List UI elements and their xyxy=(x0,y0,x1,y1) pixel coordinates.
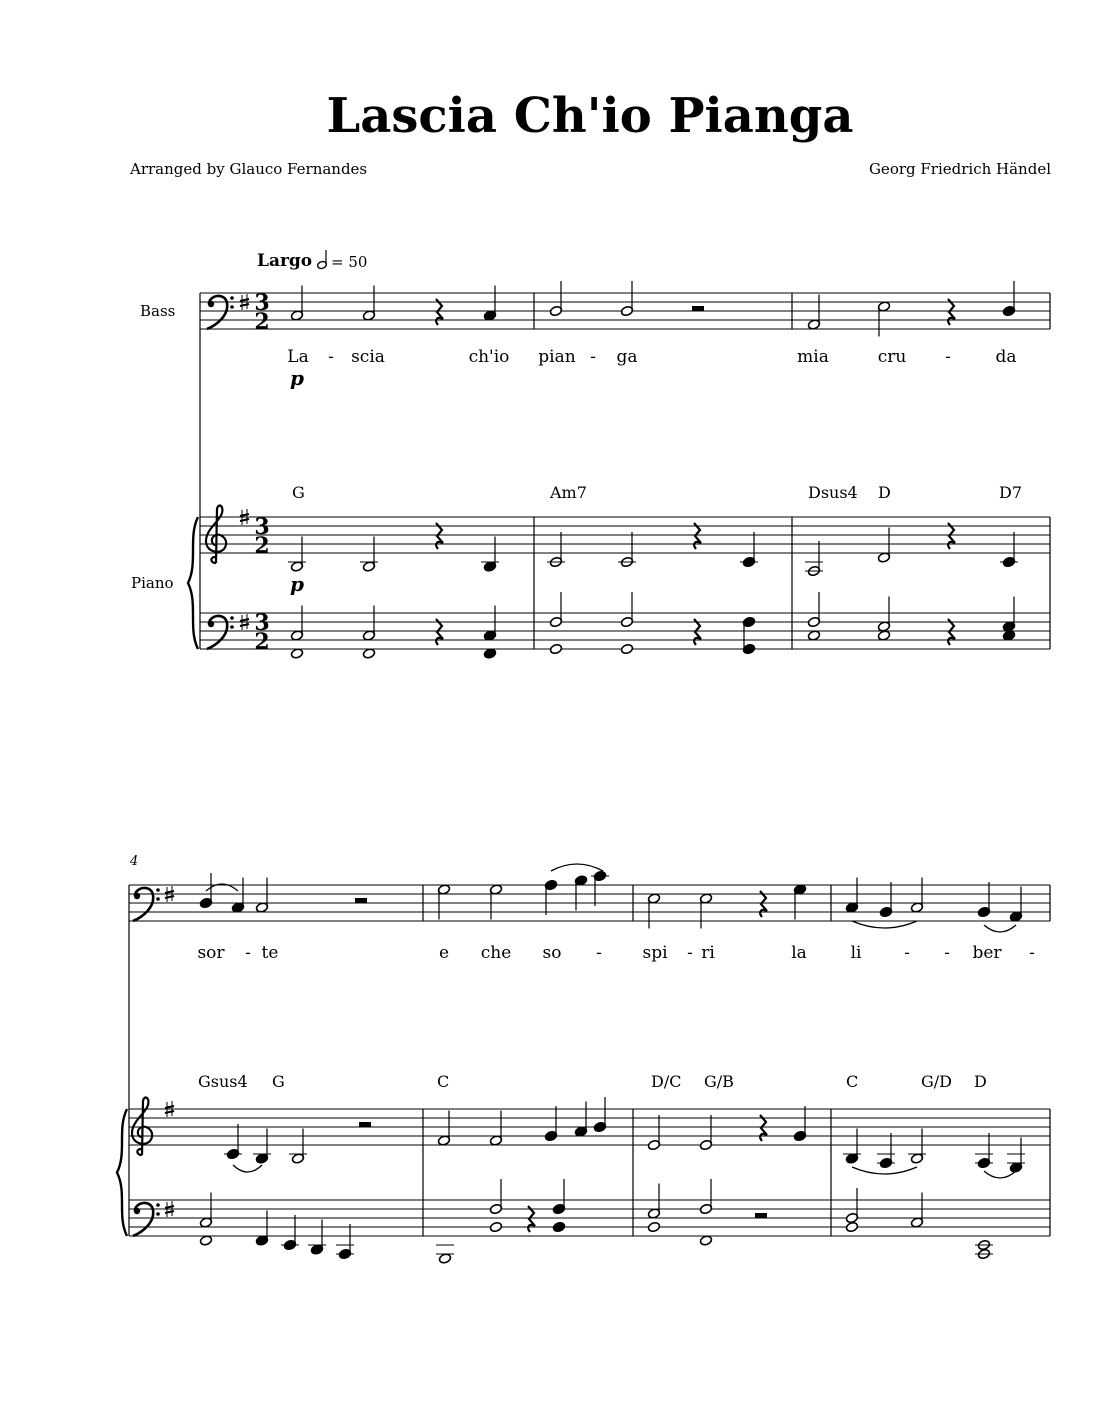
chord-symbol: Dsus4 xyxy=(808,483,858,502)
quarter-note xyxy=(574,1102,587,1138)
chord-symbol: Gsus4 xyxy=(198,1072,248,1091)
lyric-syllable: La xyxy=(287,347,309,367)
lyric-syllable: mia xyxy=(797,347,829,367)
lyric-syllable: sor xyxy=(197,943,225,963)
quarter-rest xyxy=(436,299,443,325)
half-note xyxy=(699,1179,712,1215)
lyric-syllable: scia xyxy=(351,347,385,367)
half-note xyxy=(647,1221,660,1232)
quarter-note xyxy=(1000,532,1018,568)
quarter-note xyxy=(1002,630,1015,641)
lyric-syllable: - xyxy=(1029,943,1035,963)
lyric-syllable: spi xyxy=(642,943,668,963)
half-rest xyxy=(355,898,367,903)
half-note xyxy=(647,1184,660,1220)
half-note xyxy=(807,630,820,641)
chord-symbol: G xyxy=(292,483,305,502)
lyric-syllable: - xyxy=(245,943,251,963)
quarter-note xyxy=(483,648,496,659)
half-note xyxy=(489,1111,502,1147)
quarter-rest xyxy=(694,619,701,645)
quarter-note xyxy=(1007,1138,1025,1174)
quarter-note xyxy=(544,1106,557,1142)
half-rest xyxy=(755,1213,767,1218)
quarter-rest xyxy=(948,619,955,645)
half-note xyxy=(489,1221,502,1232)
half-note xyxy=(908,1129,926,1165)
bass-clef-icon xyxy=(133,888,160,921)
half-note xyxy=(910,1193,923,1229)
chord-symbol: C xyxy=(437,1072,450,1091)
quarter-note xyxy=(793,1106,806,1142)
time-signature-denominator: 2 xyxy=(254,309,270,335)
slur xyxy=(984,1171,1016,1178)
half-note xyxy=(620,281,633,317)
slur xyxy=(984,925,1016,932)
half-note xyxy=(199,1235,212,1246)
quarter-rest xyxy=(948,299,955,325)
chord-symbol: C xyxy=(846,1072,859,1091)
half-rest xyxy=(359,1122,371,1127)
quarter-note xyxy=(552,1221,565,1232)
quarter-note xyxy=(574,875,587,911)
chord-symbol: D xyxy=(974,1072,987,1091)
quarter-note xyxy=(591,870,609,906)
time-signature-numerator: 3 xyxy=(254,610,270,636)
half-note xyxy=(362,286,375,322)
lyric-syllable: - xyxy=(596,943,602,963)
dynamic-voice: p xyxy=(290,366,304,390)
text-layer xyxy=(197,347,1034,1091)
dynamic-piano: p xyxy=(290,572,304,596)
lyric-syllable: - xyxy=(945,347,951,367)
tempo-value: = 50 xyxy=(331,253,368,271)
quarter-note xyxy=(481,537,499,573)
lyric-syllable: li xyxy=(850,943,862,963)
half-note xyxy=(699,1235,712,1246)
slur xyxy=(233,1165,262,1172)
treble-clef-icon xyxy=(206,506,226,563)
quarter-note xyxy=(845,878,858,914)
lyric-syllable: da xyxy=(995,347,1017,367)
half-note xyxy=(805,541,823,577)
quarter-note xyxy=(483,286,496,322)
quarter-rest xyxy=(436,619,443,645)
quarter-note xyxy=(336,1224,354,1260)
half-note xyxy=(845,1188,858,1224)
half-note xyxy=(877,630,890,641)
slur xyxy=(551,864,603,871)
quarter-rest xyxy=(694,523,701,549)
lyric-syllable: - xyxy=(904,943,910,963)
quarter-note xyxy=(224,1124,242,1160)
lyric-syllable: ber xyxy=(972,943,1002,963)
instrument-name-piano: Piano xyxy=(131,574,174,592)
lyric-syllable: - xyxy=(687,943,693,963)
half-note xyxy=(647,893,660,929)
quarter-note xyxy=(877,1133,895,1169)
slur xyxy=(852,1167,917,1174)
half-note xyxy=(877,301,890,337)
half-note xyxy=(620,592,633,628)
instrument-name-bass: Bass xyxy=(140,302,176,320)
half-note xyxy=(807,592,820,628)
quarter-note xyxy=(977,882,990,918)
half-note-icon xyxy=(317,250,328,270)
quarter-note xyxy=(1002,281,1015,317)
slur xyxy=(852,921,917,928)
lyric-syllable: e xyxy=(438,943,450,963)
half-note xyxy=(877,528,890,564)
quarter-note xyxy=(253,1129,271,1165)
half-note xyxy=(290,606,303,642)
time-signature-denominator: 2 xyxy=(254,629,270,655)
quarter-rest xyxy=(760,891,767,917)
half-note xyxy=(437,1111,450,1147)
measure-number: 4 xyxy=(130,854,139,869)
half-note xyxy=(489,1179,502,1215)
quarter-note xyxy=(1002,597,1015,633)
half-note xyxy=(290,648,303,659)
half-note xyxy=(436,1245,454,1264)
quarter-rest xyxy=(760,1115,767,1141)
half-note xyxy=(362,606,375,642)
composer-credit: Georg Friedrich Händel xyxy=(868,160,1051,178)
quarter-note xyxy=(308,1220,326,1256)
half-note xyxy=(437,884,450,920)
chord-symbol: D/C xyxy=(651,1072,682,1091)
brace-icon xyxy=(117,1109,127,1236)
half-note xyxy=(255,878,268,914)
staff-layer xyxy=(117,290,1050,1236)
lyric-syllable: te xyxy=(261,943,279,963)
quarter-note xyxy=(593,1097,606,1133)
half-note xyxy=(289,1129,307,1165)
half-note xyxy=(699,893,712,929)
chord-symbol: G/B xyxy=(704,1072,734,1091)
quarter-note xyxy=(483,606,496,642)
half-note xyxy=(549,643,562,654)
half-note xyxy=(199,1193,212,1229)
note-layer xyxy=(199,281,1025,1264)
lyric-syllable: cru xyxy=(877,347,907,367)
quarter-note xyxy=(552,1179,565,1215)
half-note xyxy=(360,537,378,573)
half-note xyxy=(549,592,562,628)
half-note xyxy=(877,597,890,633)
lyric-syllable: ch'io xyxy=(468,347,510,367)
half-note xyxy=(807,295,820,331)
chord-symbol: G/D xyxy=(921,1072,952,1091)
quarter-rest xyxy=(528,1206,535,1232)
lyric-syllable: ga xyxy=(616,347,638,367)
chord-symbol: D7 xyxy=(999,483,1023,502)
lyric-syllable: so xyxy=(542,943,562,963)
quarter-note xyxy=(740,532,758,568)
half-note xyxy=(910,878,923,914)
quarter-note xyxy=(879,882,892,918)
quarter-note xyxy=(1009,887,1022,923)
brace-icon xyxy=(188,517,198,649)
score-title: Lascia Ch'io Pianga xyxy=(326,88,854,144)
quarter-note xyxy=(843,1129,861,1165)
time-signature-numerator: 3 xyxy=(254,514,270,540)
arranger-credit: Arranged by Glauco Fernandes xyxy=(130,160,368,178)
half-note xyxy=(845,1221,858,1232)
bass-clef-icon xyxy=(207,616,234,649)
half-note xyxy=(647,1115,660,1151)
lyric-syllable: la xyxy=(791,943,807,963)
half-rest xyxy=(692,306,704,311)
quarter-note xyxy=(255,1211,268,1247)
lyric-syllable: - xyxy=(328,347,334,367)
bass-clef-icon xyxy=(207,296,234,329)
half-note xyxy=(699,1115,712,1151)
chord-symbol: Am7 xyxy=(550,483,587,502)
quarter-note xyxy=(281,1215,299,1251)
time-signature-denominator: 2 xyxy=(254,533,270,559)
half-note xyxy=(489,884,502,920)
lyric-syllable: che xyxy=(480,943,512,963)
half-note xyxy=(549,281,562,317)
quarter-note xyxy=(975,1133,993,1169)
half-note xyxy=(547,532,565,568)
half-note xyxy=(288,537,306,573)
quarter-rest xyxy=(948,523,955,549)
half-note xyxy=(618,532,636,568)
lyric-syllable: - xyxy=(590,347,596,367)
chord-symbol: G xyxy=(272,1072,285,1091)
quarter-rest xyxy=(436,523,443,549)
chord-symbol: D xyxy=(878,483,891,502)
lyric-syllable: - xyxy=(944,943,950,963)
bass-clef-icon xyxy=(133,1203,160,1236)
time-signature-numerator: 3 xyxy=(254,290,270,316)
quarter-note xyxy=(793,884,806,920)
lyric-syllable: pian xyxy=(538,347,576,367)
treble-clef-icon xyxy=(132,1098,152,1155)
half-note xyxy=(290,286,303,322)
lyric-syllable: ri xyxy=(701,943,715,963)
half-note xyxy=(362,648,375,659)
half-note xyxy=(620,643,633,654)
quarter-note xyxy=(231,878,244,914)
tempo-text: Largo xyxy=(257,251,313,271)
quarter-note xyxy=(544,879,557,915)
